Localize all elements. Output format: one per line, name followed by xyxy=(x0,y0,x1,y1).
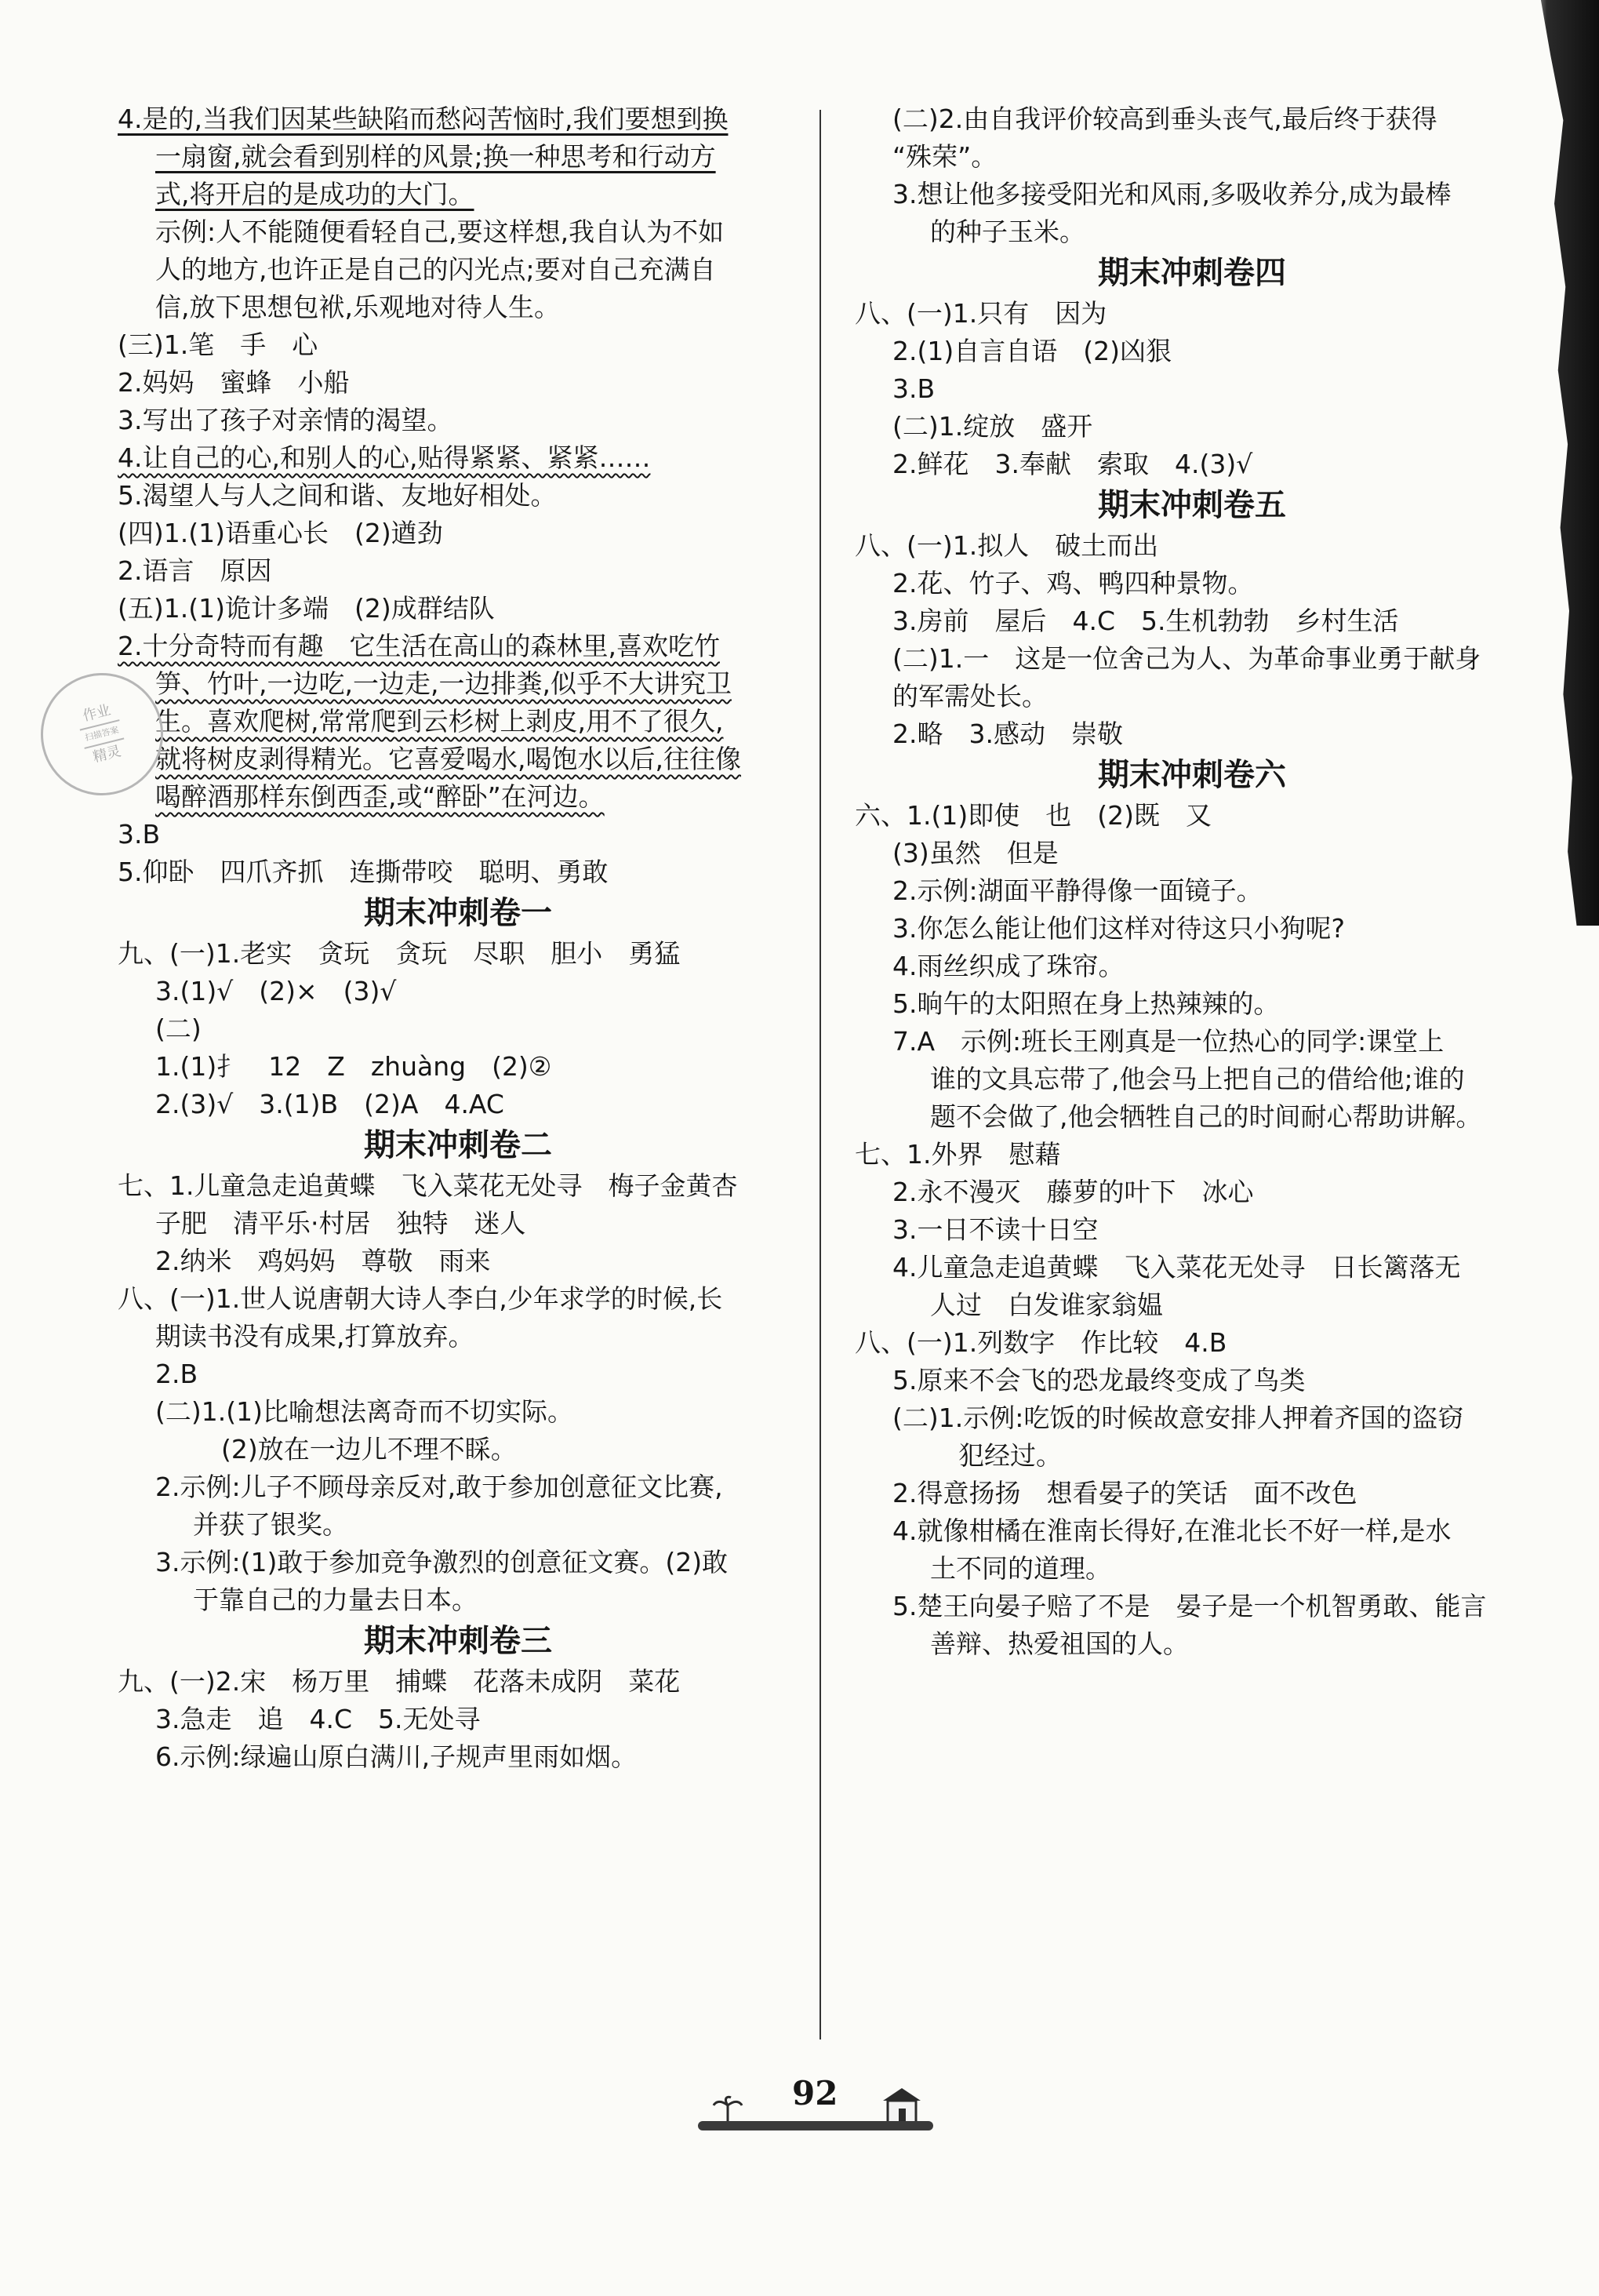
right-answer-line: 善辩、热爱祖国的人。 xyxy=(930,1628,1189,1659)
right-answer-line: (二)1.绽放 盛开 xyxy=(892,411,1093,442)
left-answer-line: (五)1.(1)诡计多端 (2)成群结队 xyxy=(118,593,495,624)
right-answer-line: 4.雨丝织成了珠帘。 xyxy=(892,951,1125,981)
right-answer-line: 的种子玉米。 xyxy=(930,217,1085,247)
column-divider xyxy=(819,110,821,2039)
left-answer-line: 3.急走 追 4.C 5.无处寻 xyxy=(155,1704,481,1734)
right-answer-line: 3.房前 屋后 4.C 5.生机勃勃 乡村生活 xyxy=(892,606,1399,636)
left-answer-line: 2.十分奇特而有趣 它生活在高山的森林里,喜欢吃竹 xyxy=(118,631,720,661)
left-answer-line: (二) xyxy=(155,1013,202,1044)
right-answer-line: (二)1.示例:吃饭的时候故意安排人押着齐国的盗窃 xyxy=(892,1403,1464,1433)
right-answer-line: 3.想让他多接受阳光和风雨,多吸收养分,成为最棒 xyxy=(892,179,1452,209)
right-answer-line: 2.鲜花 3.奉献 索取 4.(3)√ xyxy=(892,449,1253,479)
left-answer-line: 生。喜欢爬树,常常爬到云杉树上剥皮,用不了很久, xyxy=(155,706,724,737)
right-answer-line: 谁的文具忘带了,他会马上把自己的借给他;谁的 xyxy=(930,1064,1465,1094)
left-answer-line: 七、1.儿童急走追黄蝶 飞入菜花无处寻 梅子金黄杏 xyxy=(118,1170,738,1201)
stamp-mid: 扫描答案 xyxy=(80,719,125,749)
right-answer-line: 犯经过。 xyxy=(958,1440,1062,1471)
right-answer-line: 2.(1)自言自语 (2)凶狠 xyxy=(892,336,1172,366)
right-answer-line: 题不会做了,他会牺牲自己的时间耐心帮助讲解。 xyxy=(930,1101,1482,1132)
left-answer-line: 3.B xyxy=(118,819,161,850)
house-icon xyxy=(878,2085,925,2126)
left-answer-line: 2.语言 原因 xyxy=(118,555,272,586)
left-section-heading: 期末冲刺卷一 xyxy=(364,895,552,931)
left-answer-line: 九、(一)1.老实 贪玩 贪玩 尽职 胆小 勇猛 xyxy=(118,938,681,969)
right-answer-line: (3)虽然 但是 xyxy=(892,838,1059,868)
left-answer-line: (二)1.(1)比喻想法离奇而不切实际。 xyxy=(155,1396,573,1427)
left-answer-line: 2.(3)√ 3.(1)B (2)A 4.AC xyxy=(155,1089,504,1119)
left-answer-line: 2.纳米 鸡妈妈 尊敬 雨来 xyxy=(155,1246,491,1276)
left-answer-line: 信,放下思想包袱,乐观地对待人生。 xyxy=(155,292,560,322)
left-answer-line: 4.是的,当我们因某些缺陷而愁闷苦恼时,我们要想到换 xyxy=(118,104,729,134)
right-answer-line: 3.你怎么能让他们这样对待这只小狗呢? xyxy=(892,913,1346,944)
right-answer-line: (二)1.一 这是一位舍己为人、为革命事业勇于献身 xyxy=(892,643,1481,674)
left-answer-line: 2.妈妈 蜜蜂 小船 xyxy=(118,367,350,398)
right-answer-line: 2.花、竹子、鸡、鸭四种景物。 xyxy=(892,568,1254,599)
left-answer-line: 2.B xyxy=(155,1359,198,1389)
left-answer-line: 1.(1)扌 12 Z zhuàng (2)② xyxy=(155,1051,552,1082)
left-answer-line: (三)1.笔 手 心 xyxy=(118,329,318,360)
left-answer-line: 期读书没有成果,打算放弃。 xyxy=(155,1321,474,1352)
right-answer-line: 六、1.(1)即使 也 (2)既 又 xyxy=(855,800,1212,831)
left-answer-line: 就将树皮剥得精光。它喜爱喝水,喝饱水以后,往往像 xyxy=(155,744,741,774)
right-answer-line: 3.一日不读十日空 xyxy=(892,1214,1099,1245)
right-answer-line: 2.示例:湖面平静得像一面镜子。 xyxy=(892,875,1263,906)
right-answer-line: 人过 白发谁家翁媪 xyxy=(930,1290,1163,1320)
right-answer-line: 八、(一)1.只有 因为 xyxy=(855,298,1107,329)
right-answer-line: 2.得意扬扬 想看晏子的笑话 面不改色 xyxy=(892,1478,1357,1508)
left-answer-line: 并获了银奖。 xyxy=(193,1509,348,1540)
right-answer-line: 八、(一)1.拟人 破土而出 xyxy=(855,530,1159,561)
right-answer-line: 4.儿童急走追黄蝶 飞入菜花无处寻 日长篱落无 xyxy=(892,1252,1461,1283)
left-answer-line: 3.写出了孩子对亲情的渴望。 xyxy=(118,405,453,435)
left-answer-line: 6.示例:绿遍山原白满川,子规声里雨如烟。 xyxy=(155,1741,638,1772)
left-answer-line: 式,将开启的是成功的大门。 xyxy=(155,179,474,209)
left-column xyxy=(118,100,798,1776)
right-section-heading: 期末冲刺卷六 xyxy=(1098,757,1286,793)
left-answer-line: 喝醉酒那样东倒西歪,或“醉卧”在河边。 xyxy=(155,781,605,812)
page-number: 92 xyxy=(792,2074,838,2112)
left-answer-line: 5.仰卧 四爪齐抓 连撕带咬 聪明、勇敢 xyxy=(118,857,609,887)
right-answer-line: 的军需处长。 xyxy=(892,681,1048,711)
right-answer-line: 4.就像柑橘在淮南长得好,在淮北长不好一样,是水 xyxy=(892,1516,1452,1546)
left-answer-line: 2.示例:儿子不顾母亲反对,敢于参加创意征文比赛, xyxy=(155,1472,723,1502)
right-answer-line: 5.楚王向晏子赔了不是 晏子是一个机智勇敢、能言 xyxy=(892,1591,1487,1621)
stamp-top: 作业 xyxy=(81,701,113,725)
left-answer-line: 5.渴望人与人之间和谐、友地好相处。 xyxy=(118,480,557,511)
right-answer-line: “殊荣”。 xyxy=(892,141,998,172)
right-answer-line: 3.B xyxy=(892,373,936,404)
left-answer-line: 4.让自己的心,和别人的心,贴得紧紧、紧紧…… xyxy=(118,442,651,473)
right-answer-line: (二)2.由自我评价较高到垂头丧气,最后终于获得 xyxy=(892,104,1437,134)
left-answer-line: 八、(一)1.世人说唐朝大诗人李白,少年求学的时候,长 xyxy=(118,1283,723,1314)
left-answer-line: 一扇窗,就会看到别样的风景;换一种思考和行动方 xyxy=(155,141,716,172)
right-answer-line: 5.晌午的太阳照在身上热辣辣的。 xyxy=(892,988,1280,1019)
left-answer-line: 子肥 清平乐·村居 独特 迷人 xyxy=(155,1208,526,1239)
right-answer-line: 2.永不漫灭 藤萝的叶下 冰心 xyxy=(892,1177,1254,1207)
torn-page-edge xyxy=(1525,0,1599,926)
left-section-heading: 期末冲刺卷三 xyxy=(364,1623,552,1659)
right-answer-line: 5.原来不会飞的恐龙最终变成了鸟类 xyxy=(892,1365,1306,1395)
stamp-bottom: 精灵 xyxy=(91,743,123,766)
right-answer-line: 土不同的道理。 xyxy=(930,1553,1111,1584)
left-answer-line: 九、(一)2.宋 杨万里 捕蝶 花落未成阴 菜花 xyxy=(118,1666,681,1697)
left-section-heading: 期末冲刺卷二 xyxy=(364,1127,552,1163)
left-answer-line: (四)1.(1)语重心长 (2)遒劲 xyxy=(118,518,443,548)
right-section-heading: 期末冲刺卷五 xyxy=(1098,487,1286,523)
right-answer-line: 7.A 示例:班长王刚真是一位热心的同学:课堂上 xyxy=(892,1026,1445,1057)
right-answer-line: 2.略 3.感动 崇敬 xyxy=(892,719,1123,749)
ground-decoration xyxy=(698,2121,933,2130)
left-answer-line: 笋、竹叶,一边吃,一边走,一边排粪,似乎不大讲究卫 xyxy=(155,668,732,699)
right-section-heading: 期末冲刺卷四 xyxy=(1098,255,1286,291)
left-answer-line: 示例:人不能随便看轻自己,要这样想,我自认为不如 xyxy=(155,217,725,247)
left-answer-line: 人的地方,也许正是自己的闪光点;要对自己充满自 xyxy=(155,254,716,285)
right-column xyxy=(855,100,1529,1663)
left-answer-line: 3.示例:(1)敢于参加竞争激烈的创意征文赛。(2)敢 xyxy=(155,1547,729,1577)
left-answer-line: 3.(1)√ (2)× (3)√ xyxy=(155,976,397,1006)
right-answer-line: 八、(一)1.列数字 作比较 4.B xyxy=(855,1327,1227,1358)
right-answer-line: 七、1.外界 慰藉 xyxy=(855,1139,1061,1170)
left-answer-line: 于靠自己的力量去日本。 xyxy=(193,1585,478,1615)
left-answer-line: (2)放在一边儿不理不睬。 xyxy=(221,1434,517,1465)
page-footer xyxy=(698,2071,949,2141)
